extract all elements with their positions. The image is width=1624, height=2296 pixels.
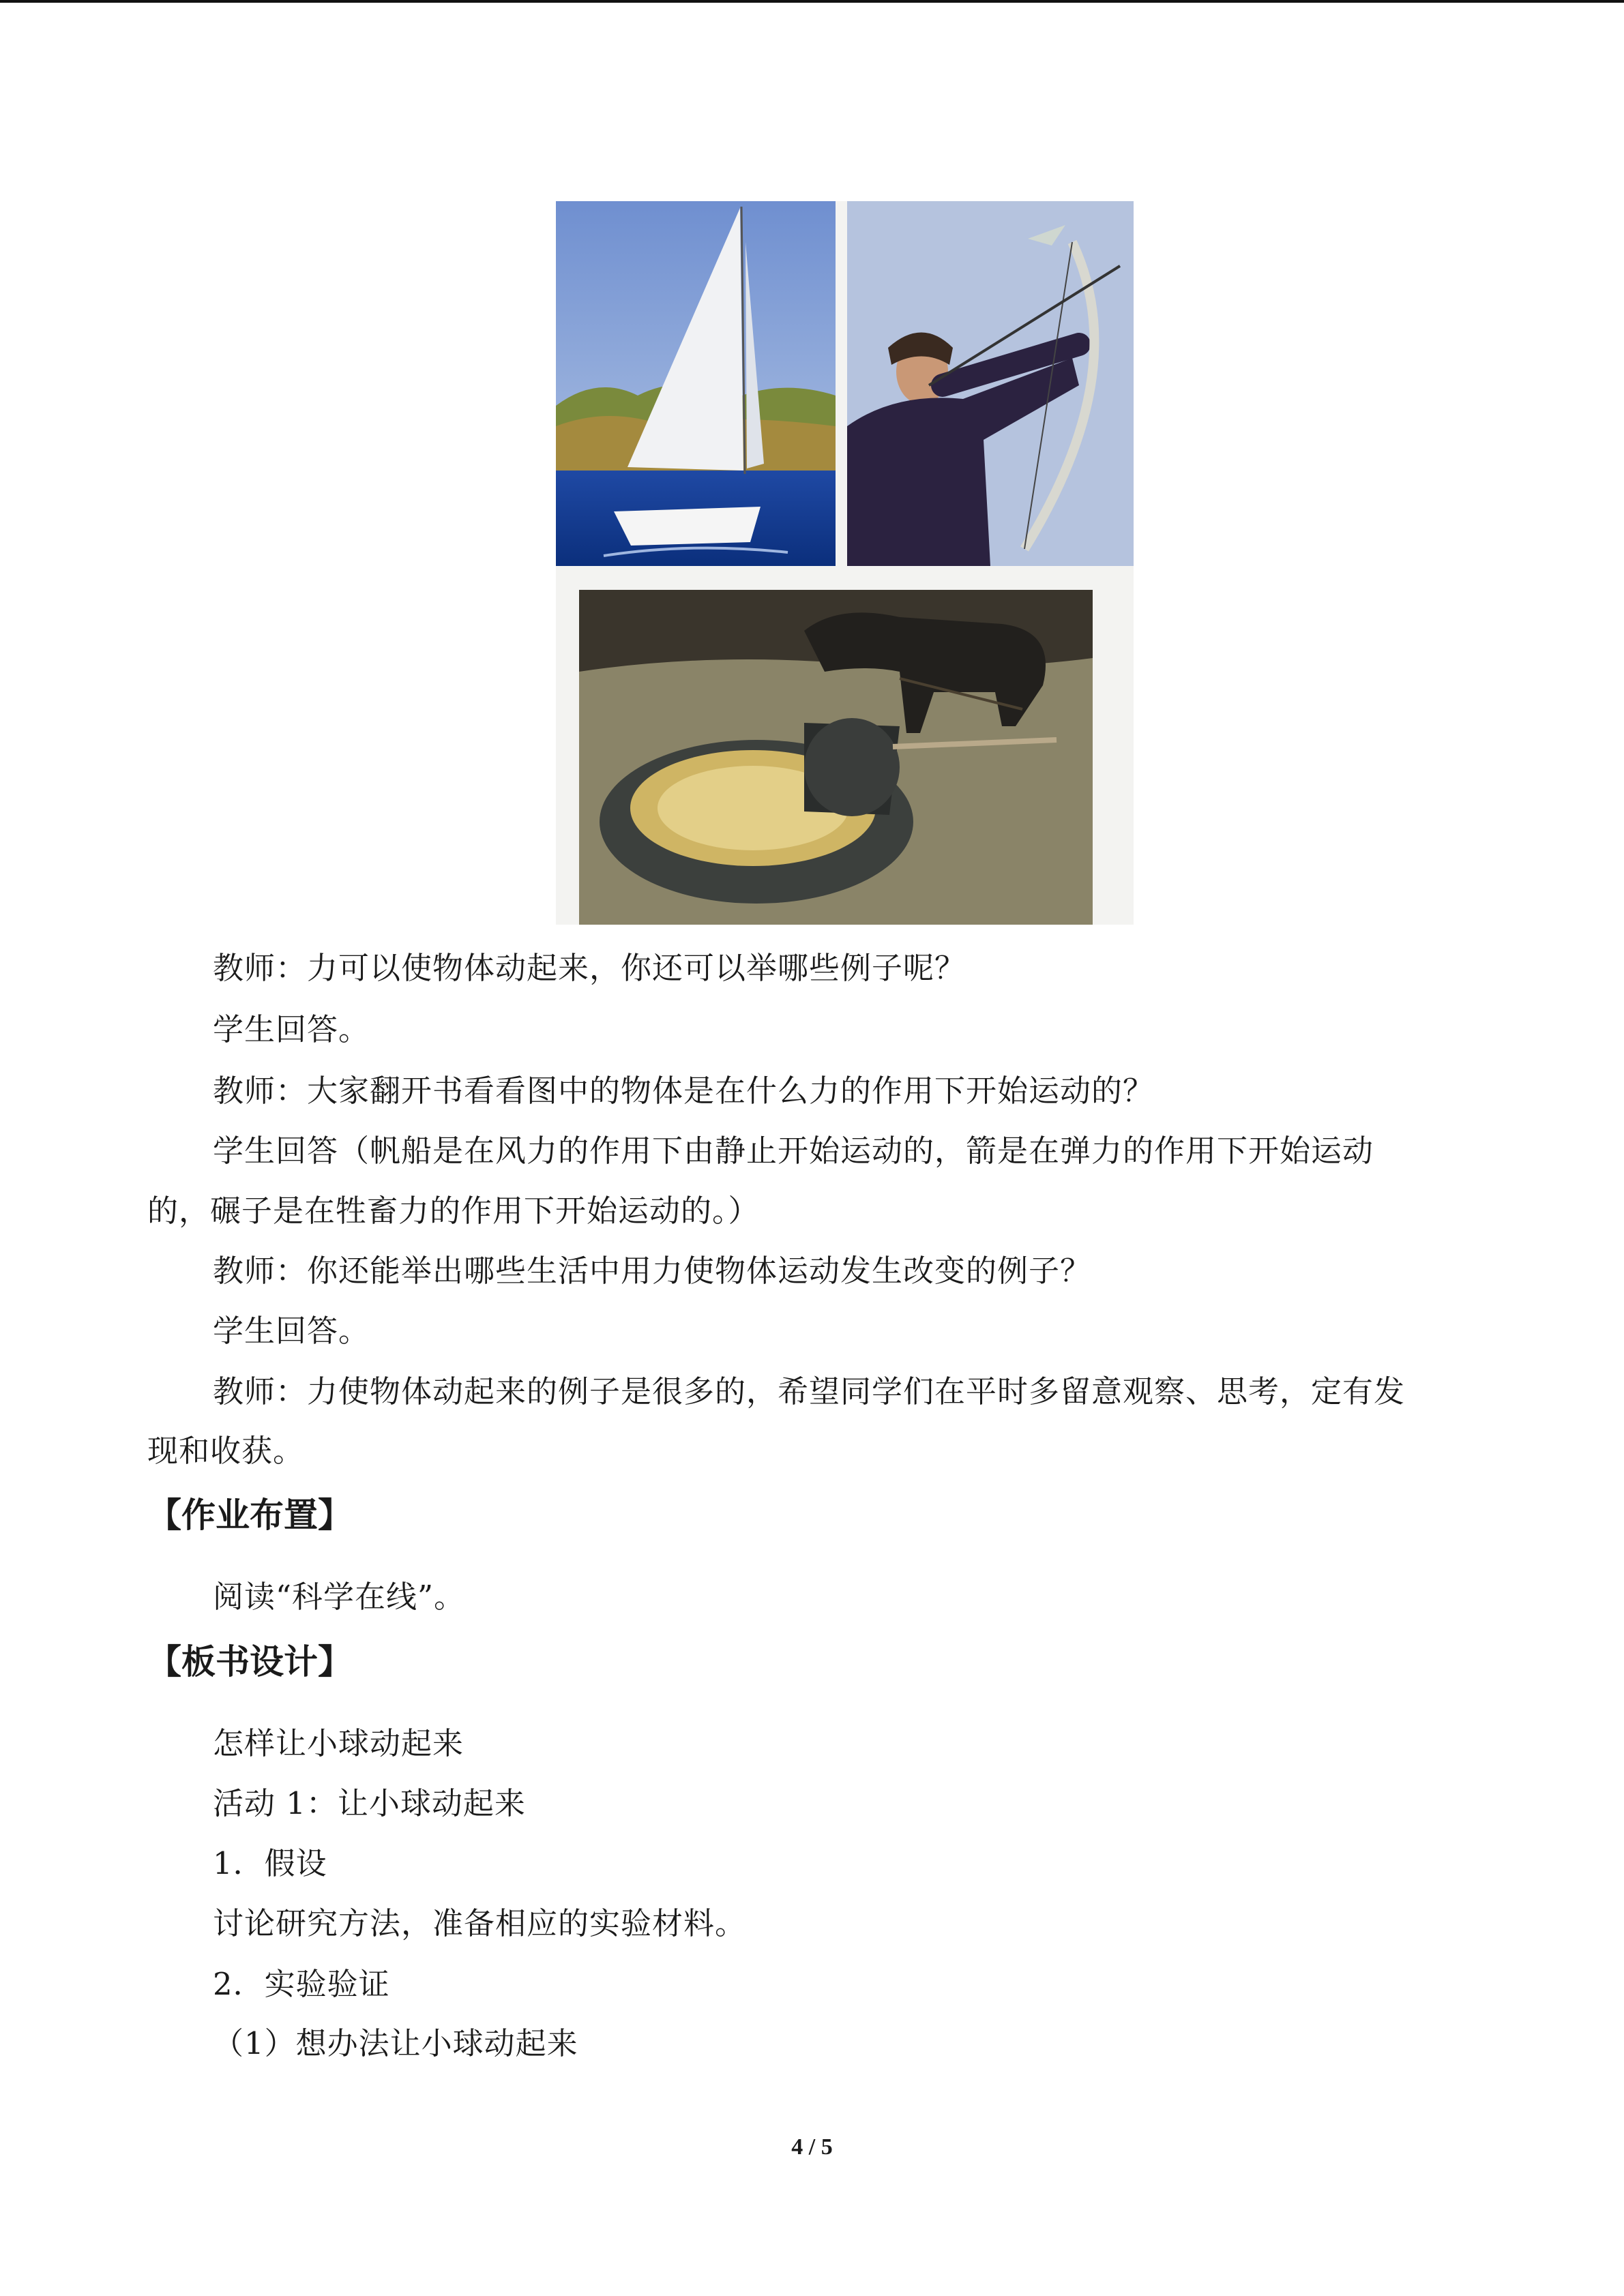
archer-photo xyxy=(847,201,1134,566)
top-border xyxy=(0,0,1624,3)
paragraph: 的，碾子是在牲畜力的作用下开始运动的。） xyxy=(147,1193,760,1229)
board-line: 活动 1：让小球动起来 xyxy=(213,1785,526,1821)
paragraph: 教师：你还能举出哪些生活中用力使物体运动发生改变的例子？ xyxy=(213,1253,1092,1289)
paragraph: 现和收获。 xyxy=(147,1433,305,1469)
board-design-heading: 【板书设计】 xyxy=(147,1642,352,1682)
page-number: 4 / 5 xyxy=(791,2134,833,2160)
board-line: （1）想办法让小球动起来 xyxy=(213,2025,578,2061)
board-line: 1．假设 xyxy=(213,1845,327,1881)
paragraph: 学生回答。 xyxy=(213,1313,370,1349)
paragraph: 学生回答。 xyxy=(213,1011,370,1047)
textbook-figure xyxy=(556,201,1134,925)
board-line: 2．实验验证 xyxy=(213,1966,390,2002)
paragraph: 教师：力可以使物体动起来，你还可以举哪些例子呢？ xyxy=(213,950,966,986)
paragraph: 学生回答（帆船是在风力的作用下由静止开始运动的，箭是在弹力的作用下开始运动 xyxy=(213,1133,1374,1169)
paragraph: 教师：力使物体动起来的例子是很多的，希望同学们在平时多留意观察、思考，定有发 xyxy=(213,1373,1406,1410)
sailboat-photo xyxy=(556,201,836,566)
board-line: 怎样让小球动起来 xyxy=(213,1725,464,1761)
donkey-mill-photo xyxy=(579,590,1093,925)
homework-heading: 【作业布置】 xyxy=(147,1495,352,1535)
board-line: 讨论研究方法，准备相应的实验材料。 xyxy=(213,1905,747,1941)
paragraph: 教师：大家翻开书看看图中的物体是在什么力的作用下开始运动的？ xyxy=(213,1073,1155,1109)
homework-text: 阅读“科学在线”。 xyxy=(213,1579,466,1615)
